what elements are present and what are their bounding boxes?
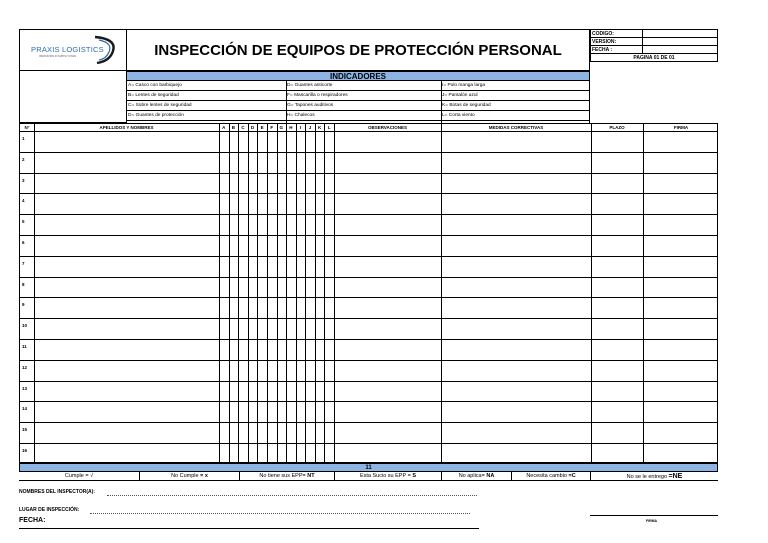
table-row[interactable] <box>34 297 219 318</box>
legend-no-tiene: No tiene sus EPP= NT <box>239 472 334 481</box>
col-header-names: APELLIDOS Y NOMBRES <box>99 125 154 130</box>
column-divider <box>441 124 442 464</box>
pagina-label: PAGINA 01 DE 01 <box>591 54 718 62</box>
table-row[interactable] <box>34 381 219 402</box>
fecha-value[interactable] <box>643 46 718 54</box>
legend-cumple: Cumple = √ <box>64 473 94 479</box>
table-row[interactable] <box>34 339 219 360</box>
letter-divider <box>324 124 325 464</box>
col-header-observaciones: OBSERVACIONES <box>367 125 408 130</box>
inspection-table <box>19 123 718 463</box>
table-row[interactable] <box>34 256 219 277</box>
letter-divider <box>267 124 268 464</box>
col-header-letter-f: F <box>270 125 274 130</box>
indicator-h: H= Chalecos <box>286 111 441 121</box>
row-number: 1 <box>22 136 25 141</box>
logo-text: PRAXIS LOGISTICS <box>31 45 104 54</box>
fecha-inspeccion-label: FECHA: <box>19 517 46 524</box>
indicator-f: F= Mascarilla o respiradores <box>286 91 441 101</box>
col-header-letter-c: C <box>241 125 245 130</box>
row-number: 2 <box>22 156 25 162</box>
letter-divider <box>296 124 297 464</box>
row-number: 4 <box>22 198 25 204</box>
col-header-letter-e: E <box>260 125 264 130</box>
col-header-letter-l: L <box>327 125 331 130</box>
row-number: 12 <box>22 364 28 370</box>
version-value[interactable] <box>643 38 718 46</box>
indicator-k: K= Botas de seguridad <box>441 101 590 111</box>
legend-no-cumple: No Cumple = x <box>139 472 239 481</box>
legend-cambio: Necesita cambio =C <box>511 472 590 481</box>
codigo-value[interactable] <box>643 30 718 38</box>
firma-line[interactable] <box>590 515 718 516</box>
row-number: 7 <box>22 260 25 266</box>
col-header-letter-i: I <box>299 125 302 130</box>
table-row[interactable] <box>34 152 219 173</box>
table-row[interactable] <box>34 277 219 298</box>
table-row[interactable] <box>34 318 219 339</box>
indicators-grid <box>126 81 590 123</box>
letter-divider <box>286 124 287 464</box>
table-row[interactable] <box>34 360 219 381</box>
table-row[interactable] <box>34 401 219 422</box>
column-divider <box>643 124 644 464</box>
row-number: 16 <box>22 448 28 453</box>
col-header-letter-g: G <box>279 125 284 130</box>
row-number: 6 <box>22 240 25 245</box>
col-header-plazo: PLAZO <box>609 125 625 130</box>
col-header-n: N° <box>24 125 30 130</box>
fecha-label: FECHA : <box>591 46 643 54</box>
indicator-j: J= Pantalón azul <box>441 91 590 101</box>
column-divider <box>591 124 592 464</box>
indicator-i: I= Polo manga larga <box>441 81 590 91</box>
codigo-label: CODIGO: <box>591 30 643 38</box>
indicator-l: L= Corta viento <box>441 111 590 121</box>
letter-divider <box>315 124 316 464</box>
indicator-b: B= Lentes de seguridad <box>127 91 286 101</box>
company-logo <box>29 35 117 65</box>
logo-subtitle: INNOVATION IN SUPPLY CHAIN <box>39 55 77 58</box>
meta-table <box>590 29 718 62</box>
logo-box <box>19 29 126 71</box>
total-bar: 11 <box>19 463 718 472</box>
letter-divider <box>257 124 258 464</box>
firma-label: FIRMA <box>646 519 658 523</box>
letter-divider <box>229 124 230 464</box>
lugar-line[interactable] <box>90 513 470 514</box>
row-number: 5 <box>22 219 25 225</box>
row-number: 10 <box>22 323 28 329</box>
table-row[interactable] <box>34 173 219 194</box>
row-number: 8 <box>22 281 25 287</box>
table-row[interactable] <box>34 443 219 464</box>
indicator-d2: D= Guantes de protección <box>127 111 286 121</box>
table-row[interactable] <box>34 193 219 214</box>
letter-divider <box>248 124 249 464</box>
col-header-letter-b: B <box>231 125 235 130</box>
row-number: 14 <box>22 406 28 412</box>
logo-swoosh-icon <box>91 35 117 65</box>
indicators-left-blank <box>19 71 126 123</box>
table-row[interactable] <box>34 422 219 443</box>
indicator-a: A= Casco con barbiquejo <box>127 81 286 91</box>
letter-divider <box>305 124 306 464</box>
table-row[interactable] <box>34 214 219 235</box>
letter-divider <box>277 124 278 464</box>
indicator-d1: D= Guantes anticorte <box>286 81 441 91</box>
legend-sucio: Esta Sucio su EPP = S <box>334 472 441 481</box>
indicator-c: C= Sobre lentes de seguridad <box>127 101 286 111</box>
row-number: 15 <box>22 427 28 433</box>
col-header-medidas: MEDIDAS CORRECTIVAS <box>488 125 544 130</box>
column-divider <box>334 124 335 464</box>
inspector-label: NOMBRES DEL INSPECTOR(A): <box>19 489 95 495</box>
row-number: 9 <box>22 302 25 308</box>
letter-divider <box>238 124 239 464</box>
legend-no-aplica: No aplica= NA <box>441 472 511 481</box>
col-header-firma: FIRMA <box>673 125 689 130</box>
col-header-letter-k: K <box>317 125 322 130</box>
col-header-letter-d: D <box>250 125 255 130</box>
document-title: INSPECCIÓN DE EQUIPOS DE PROTECCIÓN PERSONAL <box>126 29 590 71</box>
row-number: 3 <box>22 177 25 183</box>
table-row[interactable] <box>34 131 219 152</box>
indicadores-heading: INDICADORES <box>126 71 590 81</box>
indicator-g: G= Tapones auditivos <box>286 101 441 111</box>
row-number: 13 <box>22 385 28 391</box>
lugar-label: LUGAR DE INSPECCIÓN: <box>19 507 80 513</box>
fecha-line <box>19 528 479 529</box>
table-row[interactable] <box>34 235 219 256</box>
row-number: 11 <box>22 344 27 349</box>
col-header-letter-h: H <box>289 125 293 130</box>
legend-no-entrego: No se le entrego =NE <box>590 472 718 481</box>
column-divider <box>219 124 220 464</box>
col-header-letter-a: A <box>222 125 226 130</box>
col-header-letter-j: J <box>308 125 312 130</box>
version-label: VERSION: <box>591 38 643 46</box>
inspector-line[interactable] <box>107 495 477 496</box>
